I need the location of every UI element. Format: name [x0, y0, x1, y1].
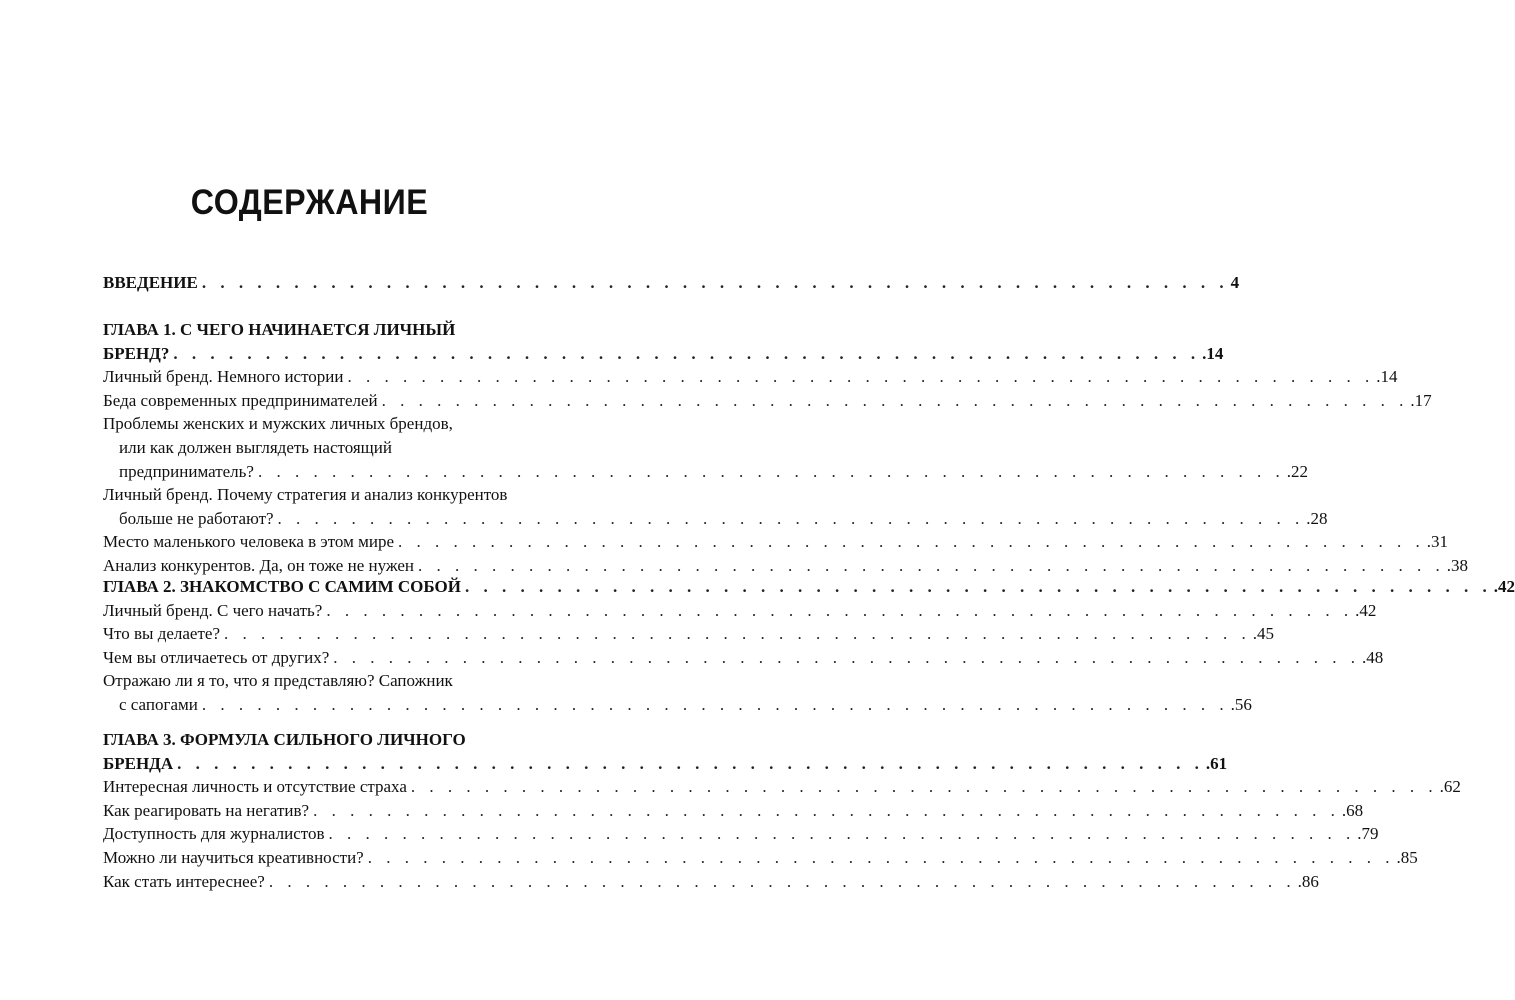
dot-leader: . . . . . . . . . . . . . . . . . . . . . . . . . . . . . . . . . . . . . . . . . . . . . . . . . . . . . . . . [277, 508, 1305, 528]
toc-entry-line: или как должен выглядеть настоящий [119, 438, 392, 457]
dot-leader: . . . . . . . . . . . . . . . . . . . . . . . . . . . . . . . . . . . . . . . . . . . . . . . . . . . . . . . . [347, 367, 1375, 387]
toc-entry-text: Анализ конкурентов. Да, он тоже не нужен [103, 556, 415, 575]
toc-entry [103, 693, 1252, 716]
dot-leader: . . . . . . . . . . . . . . . . . . . . . . . . . . . . . . . . . . . . . . . . . . . . . . . . . . . . . . . . [313, 800, 1340, 820]
toc-entry [103, 646, 1384, 669]
page-number: .14 [1376, 367, 1398, 387]
toc-entry [103, 622, 1274, 645]
page-number: .17 [1410, 390, 1432, 410]
dot-leader: . . . . . . . . . . . . . . . . . . . . . . . . . . . . . . . . . . . . . . . . . . . . . . . . . . . . . . . . [177, 753, 1204, 773]
page-number: .28 [1306, 508, 1328, 528]
page-number: .68 [1341, 800, 1364, 820]
dot-leader: . . . . . . . . . . . . . . . . . . . . . . . . . . . . . . . . . . . . . . . . . . . . . . . . . . . . . . . . [268, 871, 1296, 891]
dot-leader: . . . . . . . . . . . . . . . . . . . . . . . . . . . . . . . . . . . . . . . . . . . . . . . . . . . . . . . . [397, 532, 1425, 552]
page-number: .31 [1426, 532, 1448, 552]
toc-entry-text: Место маленького человека в этом мире [103, 532, 394, 552]
toc-entry [103, 507, 1328, 530]
page-number: .42 [1355, 600, 1377, 620]
page-number: .42 [1493, 577, 1515, 596]
page-number: .85 [1396, 848, 1418, 867]
toc-chapter-3-text: БРЕНДА [103, 753, 174, 773]
toc-entry-text: Беда современных предпринимателей [103, 390, 378, 410]
dot-leader: . . . . . . . . . . . . . . . . . . . . . . . . . . . . . . . . . . . . . . . . . . . . . . . . . . . . . . . . [381, 390, 1409, 410]
dot-leader: . . . . . . . . . . . . . . . . . . . . . . . . . . . . . . . . . . . . . . . . . . . . . . . . . . . . . . . . [257, 461, 1285, 481]
toc-entry-text: Личный бренд. Немного истории [103, 367, 344, 387]
toc-chapter-2 [103, 575, 1515, 598]
toc-entry-text: Доступность для журналистов [103, 824, 325, 844]
toc-intro [103, 271, 1240, 294]
toc-entry-text: больше не работают? [119, 508, 274, 528]
toc-chapter-1 [103, 342, 1224, 365]
page-number: .14 [1202, 343, 1224, 363]
page-number: 4 [1230, 273, 1240, 292]
toc-entry-text: Как стать интереснее? [103, 871, 265, 891]
toc-entry [103, 460, 1308, 483]
toc-chapter-3 [103, 752, 1228, 775]
toc-entry [103, 365, 1398, 388]
page-number: .62 [1439, 777, 1461, 797]
dot-leader: . . . . . . . . . . . . . . . . . . . . . . . . . . . . . . . . . . . . . . . . . . . . . . . . . . . . . . . . [224, 624, 1251, 644]
toc-entry-text: Личный бренд. С чего начать? [103, 600, 323, 620]
page-number: .38 [1446, 556, 1469, 575]
dot-leader: . . . . . . . . . . . . . . . . . . . . . . . . . . . . . . . . . . . . . . . . . . . . . . . . . . . . . . . . [333, 647, 1360, 667]
dot-leader: . . . . . . . . . . . . . . . . . . . . . . . . . . . . . . . . . . . . . . . . . . . . . . . . . . . . . . . . [410, 777, 1438, 797]
page-number: .86 [1297, 871, 1319, 891]
page-title: СОДЕРЖАНИЕ [190, 183, 429, 222]
toc-entry-text: с сапогами [119, 695, 198, 714]
page-number: .56 [1230, 695, 1252, 714]
toc-entry [103, 530, 1448, 553]
toc-entry [103, 775, 1461, 798]
toc-chapter-1-line: ГЛАВА 1. С ЧЕГО НАЧИНАЕТСЯ ЛИЧНЫЙ [103, 320, 456, 339]
toc-entry [103, 799, 1364, 822]
toc-entry-line: Проблемы женских и мужских личных брендов, [103, 414, 453, 434]
toc-entry [103, 846, 1418, 869]
toc-chapter-2-text: ГЛАВА 2. ЗНАКОМСТВО С САМИМ СОБОЙ [103, 577, 461, 596]
dot-leader: . . . . . . . . . . . . . . . . . . . . . . . . . . . . . . . . . . . . . . . . . . . . . . . . . . . . . . . . [326, 600, 1354, 620]
page-number: .45 [1252, 624, 1274, 644]
toc-entry [103, 599, 1377, 622]
toc-entry-text: Чем вы отличаетесь от других? [103, 647, 330, 667]
dot-leader: . . . . . . . . . . . . . . . . . . . . . . . . . . . . . . . . . . . . . . . . . . . . . . . . . . . . . . . . [464, 577, 1492, 596]
dot-leader: . . . . . . . . . . . . . . . . . . . . . . . . . . . . . . . . . . . . . . . . . . . . . . . . . . . . . . . . [418, 556, 1445, 575]
toc-chapter-3-line: ГЛАВА 3. ФОРМУЛА СИЛЬНОГО ЛИЧНОГО [103, 730, 466, 749]
dot-leader: . . . . . . . . . . . . . . . . . . . . . . . . . . . . . . . . . . . . . . . . . . . . . . . . . . . . . . . . [173, 343, 1201, 363]
page-number: .48 [1362, 647, 1384, 667]
toc-entry-line: Личный бренд. Почему стратегия и анализ конкурентов [103, 485, 508, 505]
toc-chapter-1-text: БРЕНД? [103, 343, 170, 363]
toc-entry [103, 389, 1432, 412]
page-number: .61 [1205, 753, 1228, 773]
dot-leader: . . . . . . . . . . . . . . . . . . . . . . . . . . . . . . . . . . . . . . . . . . . . . . . . . . . . . . . . [367, 848, 1395, 867]
page-number: .79 [1357, 824, 1379, 844]
toc-entry-text: Как реагировать на негатив? [103, 800, 310, 820]
toc-entry-text: Что вы делаете? [103, 624, 220, 644]
dot-leader: . . . . . . . . . . . . . . . . . . . . . . . . . . . . . . . . . . . . . . . . . . . . . . . . . . . . . . . . [328, 824, 1356, 844]
page-number: .22 [1286, 461, 1308, 481]
toc-entry-text: Интересная личность и отсутствие страха [103, 777, 407, 797]
toc-entry-text: Можно ли научиться креативности? [103, 848, 364, 867]
toc-entry-text: предприниматель? [119, 461, 254, 481]
dot-leader: . . . . . . . . . . . . . . . . . . . . . . . . . . . . . . . . . . . . . . . . . . . . . . . . . . . . . . . . [201, 695, 1229, 714]
dot-leader: . . . . . . . . . . . . . . . . . . . . . . . . . . . . . . . . . . . . . . . . . . . . . . . . . . . . . . . . [201, 273, 1229, 292]
toc-entry-line: Отражаю ли я то, что я представляю? Сапожник [103, 671, 453, 691]
toc-entry [103, 822, 1379, 845]
toc-entry [103, 554, 1469, 577]
toc-entry [103, 870, 1319, 893]
toc-intro-text: ВВЕДЕНИЕ [103, 273, 198, 292]
